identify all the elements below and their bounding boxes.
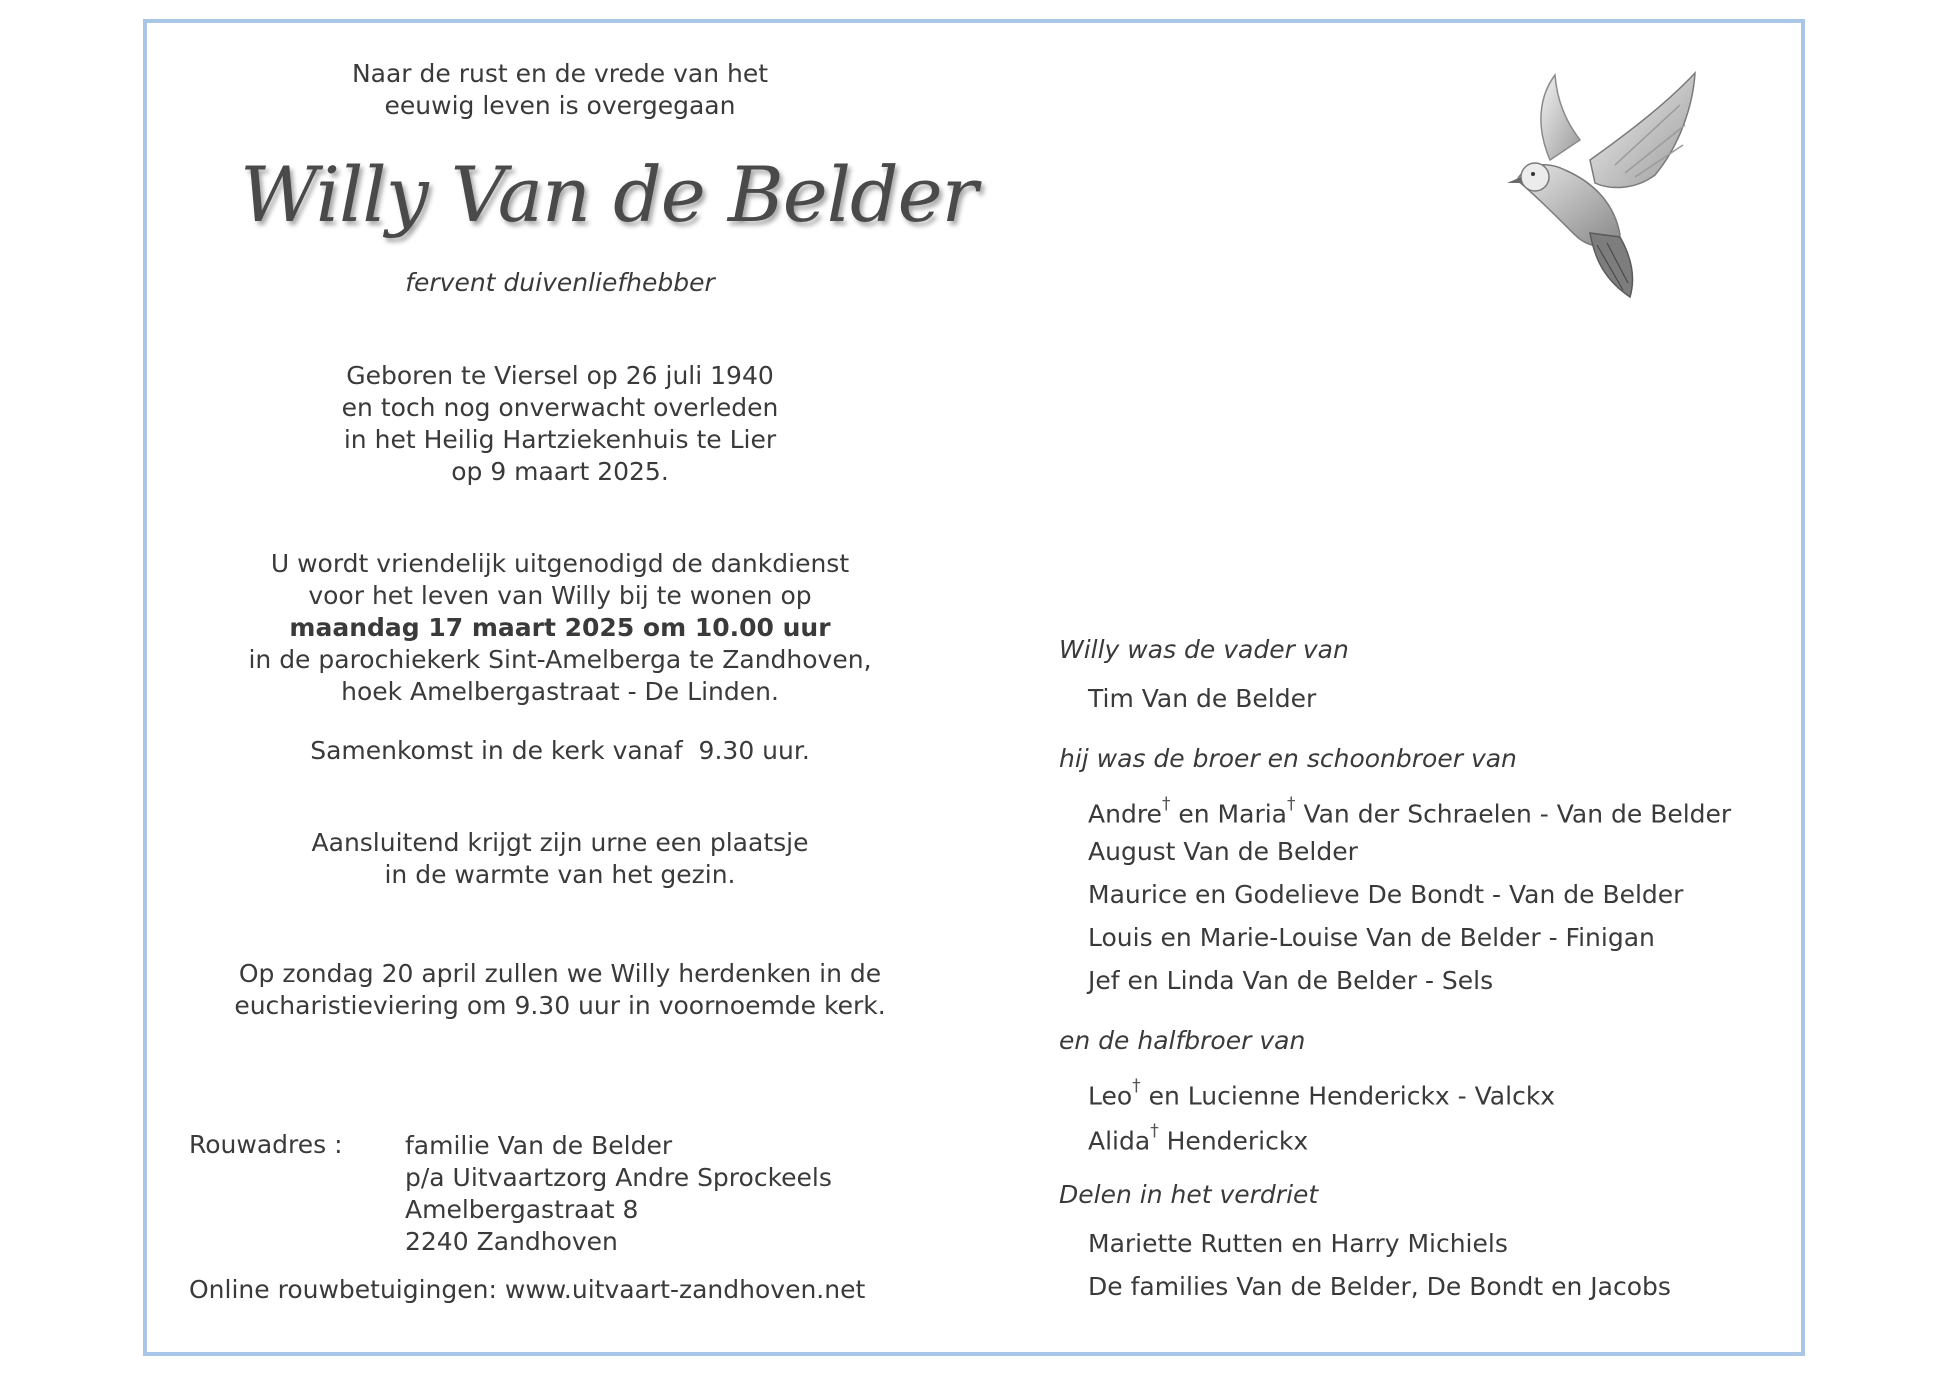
remembrance-line-2: eucharistieviering om 9.30 uur in voornoemde kerk.	[234, 991, 886, 1020]
half-sibling-line-1	[1088, 1074, 1779, 1111]
gathering-text: Samenkomst in de kerk vanaf 9.30 uur.	[310, 736, 810, 765]
online-condolences: Online rouwbetuigingen: www.uitvaart-zandhoven.net	[189, 1275, 866, 1304]
intro-line-2: eeuwig leven is overgegaan	[384, 91, 736, 120]
sibling-name-1: Andre	[1088, 799, 1162, 829]
service-block	[215, 548, 905, 708]
address-block	[405, 1130, 832, 1258]
sibling-rest: Van der Schraelen - Van de Belder	[1295, 799, 1732, 829]
sibling-line-1	[1088, 792, 1779, 829]
child-name: Tim Van de Belder	[1088, 684, 1317, 713]
intro-text	[290, 58, 830, 122]
sibling-line-4: Louis en Marie-Louise Van de Belder - Finigan	[1088, 923, 1655, 952]
father-heading: Willy was de vader van	[1059, 635, 1349, 664]
sibling-joiner: en Maria	[1170, 799, 1287, 829]
birth-death-block	[260, 360, 860, 488]
cross-icon: †	[1287, 794, 1296, 814]
intro-line-1: Naar de rust en de vrede van het	[351, 59, 769, 88]
family-section	[1059, 634, 1779, 1303]
remembrance-block	[215, 958, 905, 1022]
sibling-line-5: Jef en Linda Van de Belder - Sels	[1088, 966, 1494, 995]
service-line-5: hoek Amelbergastraat - De Linden.	[341, 677, 779, 706]
service-date: maandag 17 maart 2025 om 10.00 uur	[289, 613, 831, 642]
urn-line-1: Aansluitend krijgt zijn urne een plaatsje	[311, 828, 809, 857]
subtitle: fervent duivenliefhebber	[405, 268, 715, 297]
address-line-3: Amelbergastraat 8	[405, 1195, 639, 1224]
deceased-name: Willy Van de Belder	[240, 150, 977, 239]
address-line-4: 2240 Zandhoven	[405, 1227, 618, 1256]
urn-block	[260, 827, 860, 891]
cross-icon: †	[1150, 1121, 1159, 1141]
half-brother-heading: en de halfbroer van	[1059, 1026, 1306, 1055]
remembrance-line-1: Op zondag 20 april zullen we Willy herdenken in de	[238, 959, 882, 988]
half-sibling-name-2: Alida	[1088, 1126, 1151, 1156]
half-sibling-rest-1: en Lucienne Henderickx - Valckx	[1140, 1081, 1556, 1111]
half-sibling-name-1: Leo	[1088, 1081, 1133, 1111]
half-sibling-rest-2: Henderickx	[1158, 1126, 1309, 1156]
service-line-4: in de parochiekerk Sint-Amelberga te Zandhoven,	[248, 645, 872, 674]
grief-line-1: Mariette Rutten en Harry Michiels	[1088, 1229, 1508, 1258]
half-sibling-line-2	[1088, 1119, 1779, 1156]
address-line-2: p/a Uitvaartzorg Andre Sprockeels	[405, 1163, 832, 1192]
cross-icon: †	[1161, 794, 1171, 814]
sibling-line-2: August Van de Belder	[1088, 837, 1358, 866]
birth-line: Geboren te Viersel op 26 juli 1940	[346, 361, 774, 390]
grief-heading: Delen in het verdriet	[1059, 1180, 1319, 1209]
service-line-1: U wordt vriendelijk uitgenodigd de dankdienst	[270, 549, 850, 578]
death-line-2: in het Heilig Hartziekenhuis te Lier	[343, 425, 777, 454]
sibling-line-3: Maurice en Godelieve De Bondt - Van de Belder	[1088, 880, 1684, 909]
urn-line-2: in de warmte van het gezin.	[384, 860, 736, 889]
address-label: Rouwadres :	[189, 1130, 343, 1159]
death-date: op 9 maart 2025.	[451, 457, 669, 486]
sibling-heading: hij was de broer en schoonbroer van	[1059, 744, 1517, 773]
service-line-2: voor het leven van Willy bij te wonen op	[308, 581, 812, 610]
dove-icon	[1495, 65, 1705, 305]
address-line-1: familie Van de Belder	[405, 1131, 673, 1160]
death-line-1: en toch nog onverwacht overleden	[341, 393, 779, 422]
grief-line-2: De families Van de Belder, De Bondt en Jacobs	[1088, 1272, 1671, 1301]
cross-icon: †	[1132, 1076, 1141, 1096]
